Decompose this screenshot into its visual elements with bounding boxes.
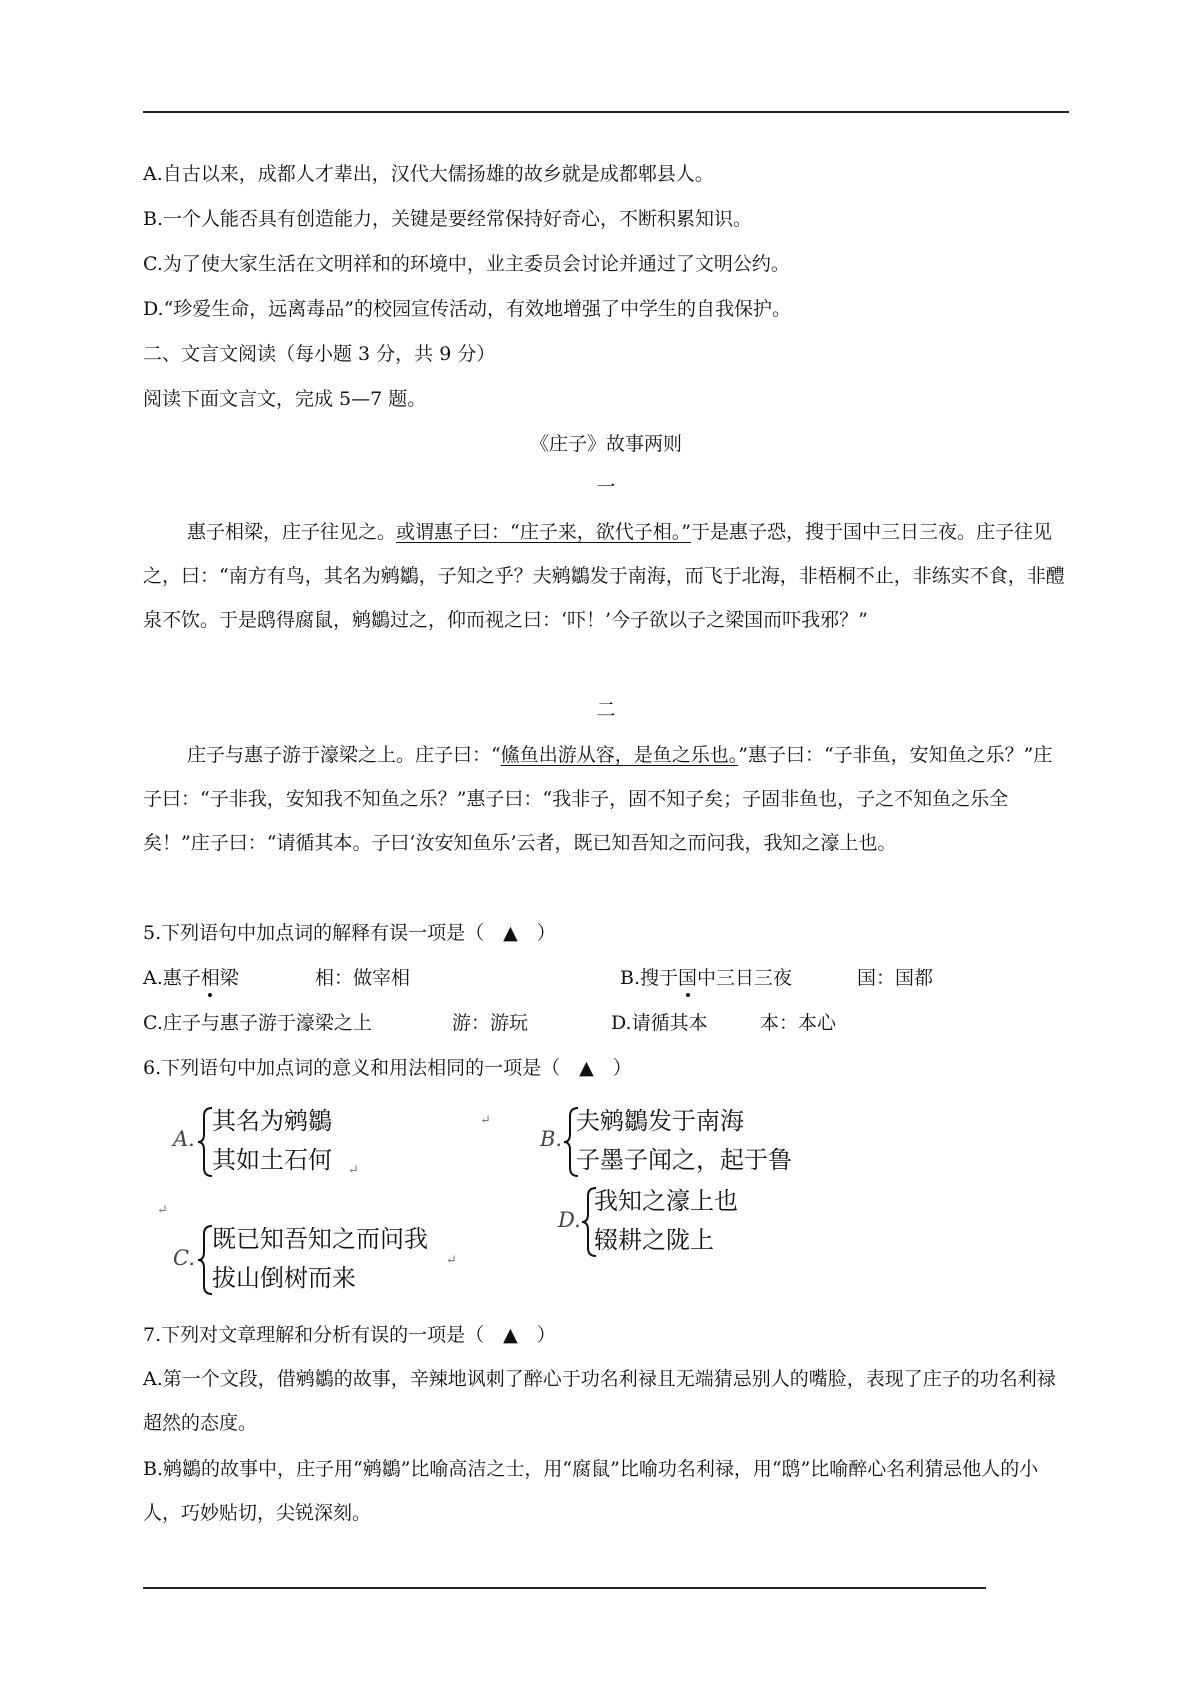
q5-option-a-gloss: 相：做宰相 — [315, 967, 411, 989]
q5-option-a — [143, 965, 239, 991]
q4-option-b: B.一个人能否具有创造能力，关键是要经常保持好奇心，不断积累知识。 — [143, 208, 753, 230]
q5-option-d-gloss: 本：本心 — [760, 1012, 837, 1034]
q4-option-d: D.“珍爱生命，远离毒品”的校园宣传活动，有效地增强了中学生的自我保护。 — [143, 298, 792, 320]
part1-text-post: 于是惠子恐，搜于国中三日三夜。庄子往见之，曰：“南方有鸟，其名为鹓鶵，子知之乎？夫鹓鶵发于南海，而飞于北海，非梧桐不止，非练实不食，非醴泉不饮。于是鸱得腐鼠，鹓鶵过之，仰而视之曰：‘吓！’今子欲以子之梁国而吓我邪？” — [143, 521, 1065, 631]
q6-d-letter: D. — [558, 1208, 581, 1232]
q6-b-line1: 夫鹓鶵发于南海 — [576, 1107, 744, 1135]
q5-b-post: 中三日三夜 — [697, 967, 793, 989]
q5-stem: 5.下列语句中加点词的解释有误一项是（ ▲ ） — [143, 922, 556, 944]
q5-b-dotted-word: 国 — [678, 967, 698, 989]
q6-b-line2: 子墨子闻之，起于鲁 — [576, 1146, 792, 1174]
part2-text-pre: 庄子与惠子游于濠梁之上。庄子曰：“ — [187, 744, 501, 766]
q4-option-a: A.自古以来，成都人才辈出，汉代大儒扬雄的故乡就是成都郫县人。 — [143, 163, 714, 185]
return-mark-icon: ↵ — [348, 1163, 359, 1178]
part2-underlined-sentence: 鯈鱼出游从容，是鱼之乐也。 — [500, 744, 739, 766]
q7-option-b: B.鹓鶵的故事中，庄子用“鹓鶵”比喻高洁之士，用“腐鼠”比喻功名利禄，用“鸱”比喻醉心名利猜忌他人的小人，巧妙贴切，尖锐深刻。 — [143, 1458, 1039, 1524]
footer-rule — [143, 1587, 986, 1589]
part2-heading: 二 — [596, 699, 616, 721]
part1-text-pre: 惠子相梁，庄子往见之。 — [187, 521, 397, 543]
q6-b-letter: B. — [540, 1127, 563, 1151]
q6-c-line2: 拔山倒树而来 — [212, 1264, 356, 1292]
return-mark-icon: ↵ — [446, 1253, 457, 1268]
part2-text-post: ”惠子曰：“子非鱼，安知鱼之乐？”庄子曰：“子非我，安知我不知鱼之乐？”惠子曰：“我非子，固不知子矣；子固非鱼也，子之不知鱼之乐全矣！”庄子曰：“请循其本。子曰‘汝安知鱼乐’云者，既已知吾知之而问我，我知之濠上也。 — [143, 744, 1053, 854]
part1-heading: 一 — [596, 476, 616, 498]
q5-option-b — [620, 965, 792, 991]
return-mark-icon: ↵ — [157, 1203, 168, 1218]
q5-a-post: 梁 — [219, 967, 239, 989]
q6-d-line2: 辍耕之陇上 — [594, 1226, 714, 1254]
q5-option-c-gloss: 游：游玩 — [452, 1012, 529, 1034]
q5-option-b-gloss: 国：国都 — [857, 967, 934, 989]
q7-option-a: A.第一个文段，借鹓鶵的故事，辛辣地讽刺了醉心于功名利禄且无端猜忌别人的嘴脸，表现了庄子的功名利禄超然的态度。 — [143, 1368, 1056, 1434]
part1-paragraph — [143, 510, 1069, 642]
q6-stem: 6.下列语句中加点词的意义和用法相同的一项是（ ▲ ） — [143, 1057, 632, 1079]
q5-option-d: D.请循其本 — [611, 1012, 708, 1034]
q6-a-letter: A. — [173, 1127, 195, 1151]
q6-a-line1: 其名为鹓鶵 — [212, 1107, 332, 1135]
q6-c-letter: C. — [173, 1246, 195, 1270]
q4-option-c: C.为了使大家生活在文明祥和的环境中，业主委员会讨论并通过了文明公约。 — [143, 253, 790, 275]
q5-b-pre: B.搜于 — [620, 967, 679, 989]
part1-underlined-sentence: 或谓惠子曰：“庄子来，欲代子相。” — [396, 521, 691, 543]
passage-title: 《庄子》故事两则 — [529, 433, 682, 455]
q7-stem: 7.下列对文章理解和分析有误的一项是（ ▲ ） — [143, 1324, 556, 1346]
return-mark-icon: ↵ — [480, 1113, 491, 1128]
q6-c-line1: 既已知吾知之而问我 — [212, 1225, 428, 1253]
q6-d-line1: 我知之濠上也 — [594, 1187, 738, 1215]
q5-a-dotted-word: 相 — [200, 967, 220, 989]
q5-a-pre: A.惠子 — [143, 967, 201, 989]
q6-a-line2: 其如土石何 — [212, 1146, 332, 1174]
q5-option-c: C.庄子与惠子游于濠梁之上 — [143, 1012, 372, 1034]
reading-instruction: 阅读下面文言文，完成 5—7 题。 — [143, 388, 427, 410]
section-heading: 二、文言文阅读（每小题 3 分，共 9 分） — [143, 343, 496, 365]
header-rule — [143, 111, 1069, 113]
part2-paragraph — [143, 733, 1069, 865]
